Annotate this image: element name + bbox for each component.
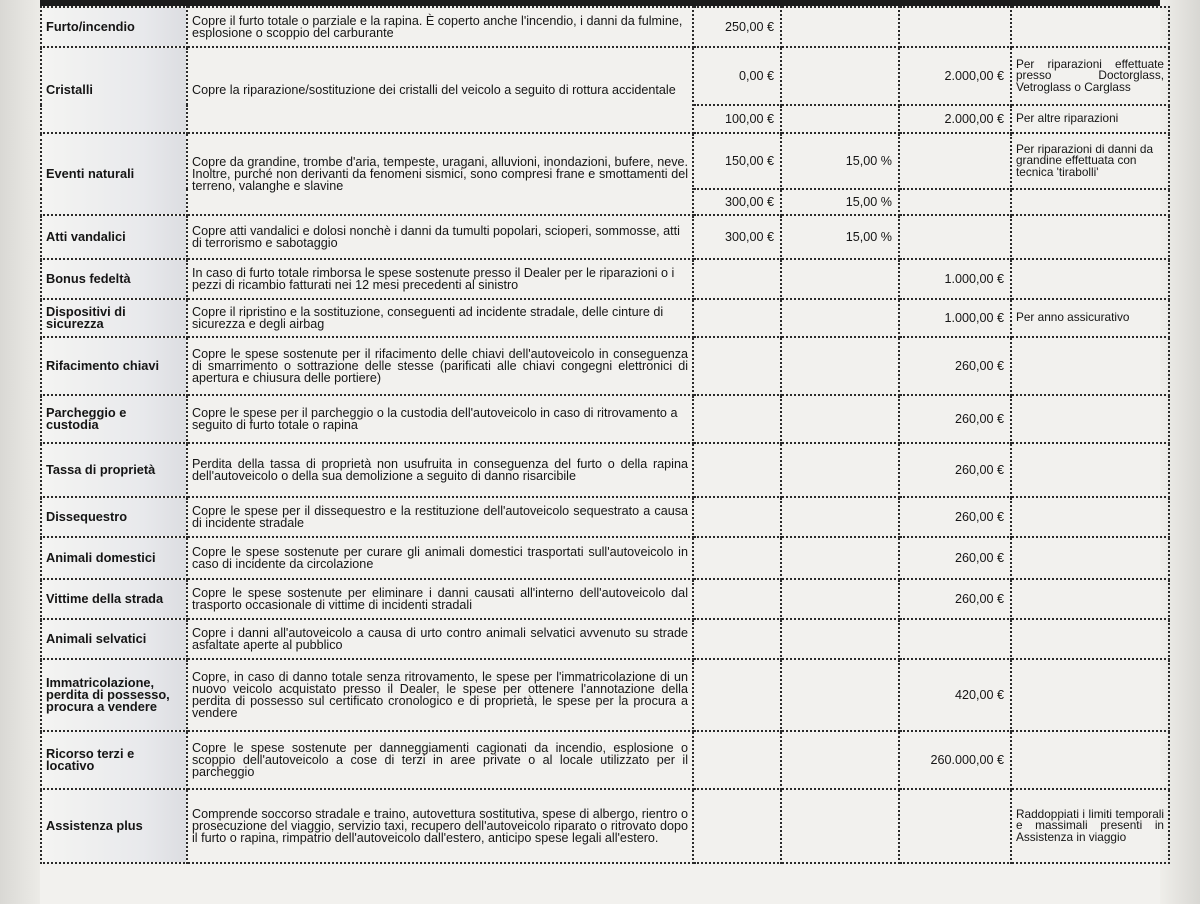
note-cell <box>1011 189 1169 215</box>
note-cell: Per altre riparazioni <box>1011 105 1169 133</box>
coverage-name: Cristalli <box>41 47 187 133</box>
deductible-cell <box>693 443 781 497</box>
coverage-name: Assistenza plus <box>41 789 187 863</box>
limit-cell <box>899 215 1011 259</box>
note-cell: Per riparazioni di danni da grandine effettuata con tecnica 'tirabolli' <box>1011 133 1169 189</box>
limit-cell: 420,00 € <box>899 659 1011 731</box>
table-row <box>41 47 1169 105</box>
percentage-cell <box>781 105 899 133</box>
coverage-description: Copre le spese per il parcheggio o la custodia dell'autoveicolo in caso di ritrovamento a seguito di furto totale o rapina <box>187 395 693 443</box>
page-left-margin <box>0 0 40 904</box>
coverage-description: Copre i danni all'autoveicolo a causa di urto contro animali selvatici avvenuto su strade asfaltate aperte al pubblico <box>187 619 693 659</box>
note-cell <box>1011 497 1169 537</box>
coverage-name: Dissequestro <box>41 497 187 537</box>
limit-cell: 260,00 € <box>899 579 1011 619</box>
coverage-description: Copre atti vandalici e dolosi nonchè i danni da tumulti popolari, scioperi, sommosse, atti di terrorismo e sabotaggio <box>187 215 693 259</box>
coverage-description: Copre da grandine, trombe d'aria, tempeste, uragani, alluvioni, inondazioni, bufere, neve. Inoltre, purché non derivanti da fenomeni sismici, sono compresi frane e smottamenti del terreno, valanghe e slavine <box>187 133 693 215</box>
coverage-description: Copre le spese sostenute per il rifacimento delle chiavi dell'autoveicolo in conseguenza di smarrimento o sottrazione delle stesse (parificati alle chiavi congegni elettronici di apertura e chiusura delle portiere) <box>187 337 693 395</box>
limit-cell <box>899 619 1011 659</box>
limit-cell: 260,00 € <box>899 395 1011 443</box>
coverage-name: Rifacimento chiavi <box>41 337 187 395</box>
percentage-cell <box>781 789 899 863</box>
deductible-cell <box>693 659 781 731</box>
table-row <box>41 497 1169 537</box>
note-cell <box>1011 537 1169 579</box>
note-cell <box>1011 395 1169 443</box>
coverage-name: Dispositivi di sicurezza <box>41 299 187 337</box>
percentage-cell <box>781 619 899 659</box>
note-cell: Per riparazioni effettuate presso Doctorglass, Vetroglass o Carglass <box>1011 47 1169 105</box>
table-row <box>41 299 1169 337</box>
coverage-name: Furto/incendio <box>41 7 187 47</box>
table-row <box>41 537 1169 579</box>
limit-cell: 260,00 € <box>899 443 1011 497</box>
coverage-description: Copre il furto totale o parziale e la rapina. È coperto anche l'incendio, i danni da fulmine, esplosione o scoppio del carburante <box>187 7 693 47</box>
percentage-cell <box>781 731 899 789</box>
coverage-table <box>40 6 1170 864</box>
coverage-description: Copre le spese sostenute per curare gli animali domestici trasportati sull'autoveicolo in caso di incidente da circolazione <box>187 537 693 579</box>
deductible-cell <box>693 619 781 659</box>
coverage-name: Tassa di proprietà <box>41 443 187 497</box>
deductible-cell <box>693 299 781 337</box>
coverage-name: Parcheggio e custodia <box>41 395 187 443</box>
limit-cell <box>899 7 1011 47</box>
percentage-cell <box>781 47 899 105</box>
deductible-cell <box>693 337 781 395</box>
coverage-name: Immatricolazione, perdita di possesso, procura a vendere <box>41 659 187 731</box>
percentage-cell <box>781 395 899 443</box>
limit-cell <box>899 133 1011 189</box>
note-cell <box>1011 731 1169 789</box>
deductible-cell: 150,00 € <box>693 133 781 189</box>
deductible-cell: 250,00 € <box>693 7 781 47</box>
coverage-name: Animali domestici <box>41 537 187 579</box>
deductible-cell: 100,00 € <box>693 105 781 133</box>
percentage-cell: 15,00 % <box>781 189 899 215</box>
coverage-description: Copre le spese sostenute per eliminare i danni causati all'interno dell'autoveicolo dal trasporto occasionale di vittime di incidenti stradali <box>187 579 693 619</box>
percentage-cell <box>781 299 899 337</box>
coverage-description: In caso di furto totale rimborsa le spese sostenute presso il Dealer per le riparazioni o i pezzi di ricambio fatturati nei 12 mesi precedenti al sinistro <box>187 259 693 299</box>
deductible-cell <box>693 789 781 863</box>
limit-cell: 260,00 € <box>899 537 1011 579</box>
deductible-cell <box>693 259 781 299</box>
coverage-name: Eventi naturali <box>41 133 187 215</box>
limit-cell: 1.000,00 € <box>899 299 1011 337</box>
table-row <box>41 789 1169 863</box>
table-row <box>41 7 1169 47</box>
percentage-cell <box>781 443 899 497</box>
table-row <box>41 133 1169 189</box>
coverage-name: Atti vandalici <box>41 215 187 259</box>
coverage-name: Ricorso terzi e locativo <box>41 731 187 789</box>
table-row <box>41 579 1169 619</box>
percentage-cell <box>781 659 899 731</box>
table-row <box>41 215 1169 259</box>
table-row <box>41 259 1169 299</box>
note-cell <box>1011 659 1169 731</box>
coverage-name: Vittime della strada <box>41 579 187 619</box>
percentage-cell: 15,00 % <box>781 215 899 259</box>
deductible-cell <box>693 395 781 443</box>
percentage-cell <box>781 537 899 579</box>
deductible-cell: 0,00 € <box>693 47 781 105</box>
limit-cell: 2.000,00 € <box>899 47 1011 105</box>
coverage-sheet <box>40 6 1170 904</box>
deductible-cell <box>693 497 781 537</box>
coverage-description: Copre, in caso di danno totale senza ritrovamento, le spese per l'immatricolazione di un nuovo veicolo acquistato presso il Dealer, le spese per ottenere l'annotazione della perdita di possesso sul certificato cronologico e di proprietà, le spese per la procura a vendere <box>187 659 693 731</box>
note-cell <box>1011 443 1169 497</box>
limit-cell: 1.000,00 € <box>899 259 1011 299</box>
coverage-name: Animali selvatici <box>41 619 187 659</box>
coverage-description: Copre le spese per il dissequestro e la restituzione dell'autoveicolo sequestrato a causa di incidente stradale <box>187 497 693 537</box>
deductible-cell: 300,00 € <box>693 189 781 215</box>
note-cell <box>1011 259 1169 299</box>
table-row <box>41 731 1169 789</box>
deductible-cell <box>693 731 781 789</box>
percentage-cell <box>781 579 899 619</box>
deductible-cell: 300,00 € <box>693 215 781 259</box>
percentage-cell <box>781 337 899 395</box>
table-row <box>41 619 1169 659</box>
note-cell <box>1011 337 1169 395</box>
limit-cell <box>899 189 1011 215</box>
deductible-cell <box>693 579 781 619</box>
limit-cell: 2.000,00 € <box>899 105 1011 133</box>
deductible-cell <box>693 537 781 579</box>
percentage-cell <box>781 497 899 537</box>
coverage-description: Perdita della tassa di proprietà non usufruita in conseguenza del furto o della rapina dell'autoveicolo o della sua demolizione a seguito di danno risarcibile <box>187 443 693 497</box>
percentage-cell <box>781 7 899 47</box>
note-cell <box>1011 7 1169 47</box>
table-row <box>41 395 1169 443</box>
note-cell: Raddoppiati i limiti temporali e massimali presenti in Assistenza in viaggio <box>1011 789 1169 863</box>
note-cell <box>1011 579 1169 619</box>
limit-cell <box>899 789 1011 863</box>
limit-cell: 260,00 € <box>899 497 1011 537</box>
coverage-description: Copre la riparazione/sostituzione dei cristalli del veicolo a seguito di rottura accidentale <box>187 47 693 133</box>
percentage-cell: 15,00 % <box>781 133 899 189</box>
table-row <box>41 443 1169 497</box>
limit-cell: 260.000,00 € <box>899 731 1011 789</box>
coverage-name: Bonus fedeltà <box>41 259 187 299</box>
percentage-cell <box>781 259 899 299</box>
note-cell <box>1011 619 1169 659</box>
coverage-description: Comprende soccorso stradale e traino, autovettura sostitutiva, spese di albergo, rientro o prosecuzione del viaggio, servizio taxi, recupero dell'autoveicolo riparato o ritrovato dopo il furto o rapina, rimpatrio dell'autoveicolo dall'estero, anticipo spese legali all'estero. <box>187 789 693 863</box>
coverage-description: Copre le spese sostenute per danneggiamenti cagionati da incendio, esplosione o scoppio dell'autoveicolo a cose di terzi in aree private o al locale utilizzato per il parcheggio <box>187 731 693 789</box>
table-row <box>41 659 1169 731</box>
limit-cell: 260,00 € <box>899 337 1011 395</box>
table-row <box>41 337 1169 395</box>
note-cell: Per anno assicurativo <box>1011 299 1169 337</box>
coverage-description: Copre il ripristino e la sostituzione, conseguenti ad incidente stradale, delle cinture di sicurezza e degli airbag <box>187 299 693 337</box>
note-cell <box>1011 215 1169 259</box>
